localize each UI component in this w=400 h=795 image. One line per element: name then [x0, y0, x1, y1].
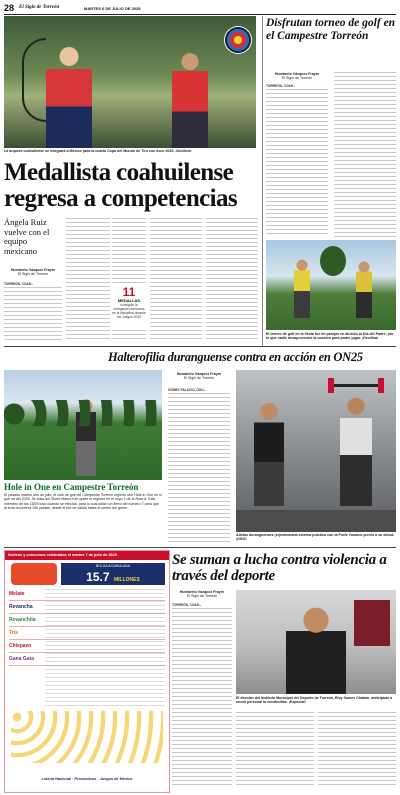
- section-rule-1: [4, 346, 396, 347]
- archery-body-col1: [4, 287, 62, 340]
- hole-in-one-caption: El pasado martes uno de julio, el club de golf del Campestre Torreón registró otro Hole in One en lo que va del 2025. Se trata del Sherif Marco Kim quien lo registro en el hoyo 1 de la Ruta A. Este miembro de los 15/25 tuvo cuando se efectúa, para lo cual utilizó un fierro del número 7 para que la bola recorriera 150 yardas, desde el tee de salida hasta el centro del green.: [4, 493, 162, 511]
- golf-byline-org: El Siglo de Torreón: [281, 76, 313, 80]
- lottery-footer: Lotería Nacional · Pronósticos · Juegos de México: [41, 777, 133, 781]
- golf-photo-caption: El torneo de golf en la fiesta fue de parejas en alusión al Día del Padre, por lo que nadie desaprovechó la ocasión para poder jugar. ¡Decilina!: [266, 332, 394, 341]
- lottery-title: Sorteos y concursos celebrados el martes 7 de julio de 2025: [8, 553, 117, 557]
- poster-shape: [354, 600, 390, 646]
- section-rule-2: [4, 547, 396, 548]
- golf-body-col1: [266, 89, 328, 237]
- violence-dateline: TORREÓN, COAH.-: [172, 603, 201, 607]
- jackpot-label: BOLSA ACUMULADA: [95, 564, 131, 568]
- lottery-results-grid: [45, 589, 165, 709]
- violence-photo-caption: El director del Instituto Municipal del Deporte de Torreón, Eloy Samex Chabán, anticipado a reunir personal la vendimilias. ¡Especial!: [236, 696, 393, 705]
- golf-dateline: TORREÓN, COAH.-: [266, 84, 295, 88]
- violence-byline-name: Humberto Vázquez Frayre: [179, 590, 225, 594]
- director-figure: [286, 604, 346, 694]
- lottery-title-bar: [5, 551, 169, 560]
- background-archer: [172, 52, 208, 148]
- golf-byline-name: Humberto Vázquez Frayre: [274, 72, 320, 76]
- hole-in-one-headline: Hole in One en Campestre Torreón: [4, 482, 139, 492]
- archery-byline-org: El Siglo de Torreón: [17, 272, 49, 276]
- archer-figure: [46, 44, 92, 148]
- archery-body-col3a: [112, 218, 146, 284]
- archery-dateline: TORREÓN, COAH.-: [4, 282, 33, 286]
- barbell: [332, 384, 380, 387]
- lottery-logo-melate: [11, 563, 57, 585]
- medals-text: consiguió la delegación mexicana en la disciplina durante los Juegos 2025: [112, 303, 146, 319]
- hole-in-one-photo: [4, 370, 162, 480]
- archery-body-col5: [206, 218, 258, 340]
- weightlifting-headline: Halterofilia duranguense contra en acción en ON25: [108, 350, 363, 364]
- lottery-ball-panel: [11, 711, 163, 763]
- medals-count: 11: [122, 285, 136, 299]
- violence-body-col3: [318, 712, 396, 788]
- violence-photo: [236, 590, 396, 694]
- barbell-plate-left: [328, 378, 334, 393]
- bow-shape: [22, 38, 46, 122]
- archery-byline-name: Humberto Vázquez Frayre: [10, 268, 56, 272]
- tree-shape: [320, 246, 346, 276]
- violence-headline: Se suman a lucha contra violencia a través del deporte: [172, 552, 387, 584]
- game-name-6: Gana Gato: [9, 656, 35, 662]
- jackpot-panel: [61, 563, 165, 585]
- archery-photo-caption: La arquera coahuilense se integrará a México para la cuarta Copa del Mundo de Tiro con Arco 2025. ¡Decilina!: [4, 149, 192, 153]
- golf-photo: [266, 240, 396, 330]
- header-date: MARTES 6 DE JULIO DE 2025: [84, 6, 141, 11]
- archery-photo: [4, 16, 256, 148]
- trees-shape: [4, 400, 162, 426]
- golfer-left: [294, 258, 310, 318]
- medals-box: [112, 286, 146, 328]
- lifter-left: [254, 396, 284, 506]
- archery-headline: Medallista coahuilense regresa a competencias: [4, 159, 238, 212]
- golfer-right: [356, 260, 372, 318]
- archery-deck: Ángela Ruiz vuelve con el equipo mexicano: [4, 217, 50, 256]
- jackpot-unit: MILLONES: [113, 577, 140, 583]
- game-name-4: Tris: [9, 630, 18, 636]
- game-name-2: Revancha: [9, 604, 33, 610]
- paper-name: El Siglo de Torreón: [19, 5, 60, 10]
- archery-body-col3b: [112, 330, 146, 340]
- game-name-3: Revanchita: [9, 617, 36, 623]
- weightlifting-photo-caption: Atletas duranguenses (sí)emiemana estrena práctica con la Profe Yunaico previo a su debut. ¡DGO!: [236, 533, 395, 542]
- golf-column-divider: [262, 16, 263, 346]
- medals-label: MEDALLAS: [117, 298, 141, 303]
- target-board: [224, 26, 252, 54]
- weightlifting-photo: [236, 370, 396, 532]
- page-number: 28: [4, 3, 15, 13]
- golf-headline: Disfrutan torneo de golf en el Campestre Torreón: [266, 17, 396, 42]
- weightlifting-dateline: GÓMEZ PALACIO, DGO.-: [168, 388, 206, 392]
- golf-body-col2: [334, 72, 396, 237]
- weightlifting-byline-org: El Siglo de Torreón: [183, 376, 215, 380]
- archery-body-col4: [150, 218, 202, 340]
- bench-shape: [236, 510, 396, 532]
- page-header: [4, 3, 396, 15]
- archery-body-col2: [66, 218, 110, 340]
- violence-body-col1: [172, 608, 232, 788]
- lottery-box: [4, 550, 170, 793]
- game-name-5: Chispazo: [9, 643, 32, 649]
- lifter-right: [340, 390, 372, 506]
- game-name-1: Melate: [9, 591, 25, 597]
- jackpot-amount: 15.7: [86, 570, 110, 584]
- violence-body-col2: [236, 712, 314, 788]
- violence-byline-org: El Siglo de Torreón: [186, 594, 218, 598]
- weightlifting-body-col1: [168, 393, 230, 543]
- weightlifting-byline-name: Humberto Vázquez Frayre: [176, 372, 222, 376]
- barbell-plate-right: [378, 378, 384, 393]
